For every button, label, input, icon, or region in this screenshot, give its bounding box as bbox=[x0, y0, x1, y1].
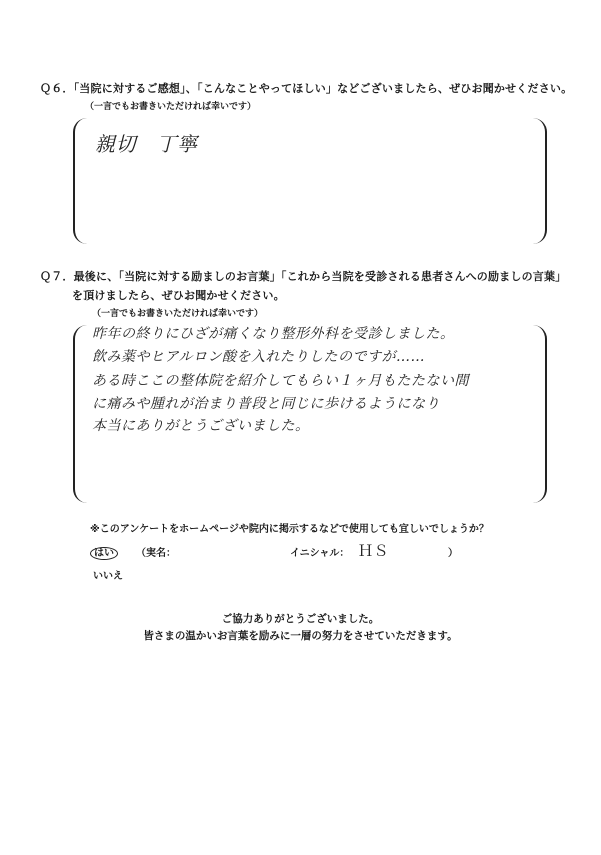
closing-thanks: ご協力ありがとうございました。 bbox=[221, 613, 380, 625]
q7-note: （一言でもお書きいただければ幸いです） bbox=[92, 309, 264, 319]
closing-message: 皆さまの温かいお言葉を励みに一層の努力をさせていただきます。 bbox=[143, 630, 458, 642]
pseudonym-label: （実名： bbox=[136, 548, 176, 559]
q7-question-line2: を頂けましたら、ぜひお聞かせください。 bbox=[72, 289, 285, 302]
q7-answer-line: 本当にありがとうございました。 bbox=[92, 418, 310, 434]
initials-close-paren: ） bbox=[448, 548, 458, 559]
q7-question-line1: Ｑ７．最後に、「当院に対する励ましのお言葉」「これから当院を受診される患者さんへの励ましの言葉」 bbox=[40, 270, 567, 283]
q7-answer-line: 昨年の終りにひざが痛くなり整形外科を受診しました。 bbox=[92, 326, 455, 342]
q6-answer: 親切 丁寧 bbox=[95, 132, 198, 156]
initials-value: ＨＳ bbox=[358, 542, 390, 560]
q7-answer-line: ある時ここの整体院を紹介してもらい１ヶ月もたたない間 bbox=[92, 373, 469, 389]
q6-question: Ｑ６．「当院に対するご感想」、「こんなことやってほしい」などございましたら、ぜひお聞かせください。 bbox=[40, 82, 573, 95]
initials-label: イニシャル： bbox=[290, 548, 350, 559]
consent-yes-option[interactable] bbox=[90, 544, 118, 559]
q7-answer-line: 飲み薬やヒアルロン酸を入れたりしたのですが…… bbox=[92, 349, 425, 365]
q6-note: （一言でもお書きいただければ幸いです） bbox=[85, 102, 257, 112]
consent-no-option[interactable]: いいえ bbox=[93, 571, 123, 582]
consent-question: ※このアンケートをホームページや院内に掲示するなどで使用しても宜しいでしょうか？ bbox=[90, 524, 489, 535]
consent-yes-label: はい bbox=[90, 547, 118, 560]
q7-answer-line: に痛みや腫れが治まり普段と同じに歩けるようになり bbox=[92, 396, 440, 412]
